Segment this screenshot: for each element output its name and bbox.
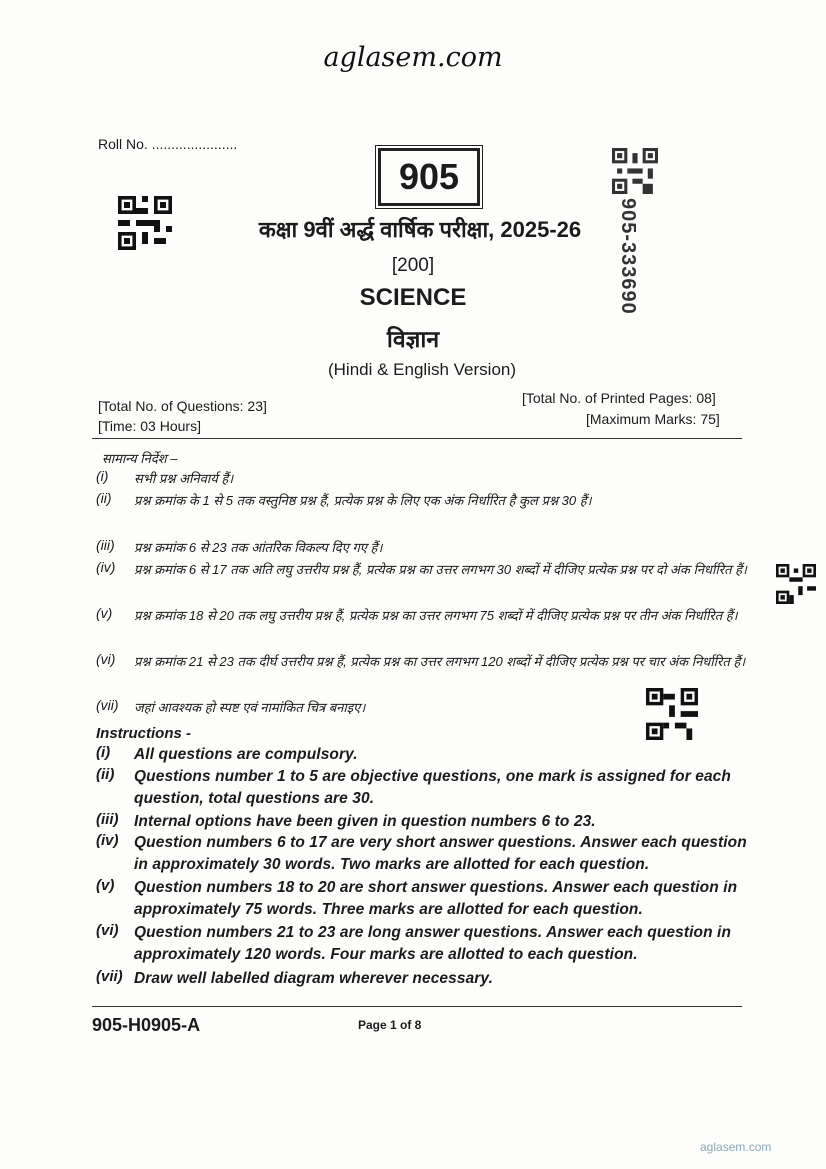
item-number: (iii) [96, 537, 115, 553]
item-number: (vii) [96, 697, 119, 713]
item-text: सभी प्रश्न अनिवार्य हैं। [134, 471, 234, 486]
qr-code-top-right-icon [612, 148, 658, 194]
item-text: Internal options have been given in question numbers 6 to 23. [134, 813, 596, 830]
item-text: जहां आवश्यक हो स्पष्ट एवं नामांकित चित्र बनाइए। [134, 700, 366, 715]
hindi-instruction-item [96, 651, 756, 673]
hindi-instruction-item [96, 468, 756, 490]
item-text: प्रश्न क्रमांक 6 से 17 तक अति लघु उत्तरीय प्रश्न हैं, प्रत्येक प्रश्न का उत्तर लगभग 30 शब्दों में दीजिए प्रत्येक प्रश्न पर दो अंक निर्धारित हैं। [134, 562, 747, 577]
vertical-serial-code: 905-333690 [617, 198, 639, 315]
hindi-instruction-item [96, 605, 756, 627]
item-text: प्रश्न क्रमांक के 1 से 5 तक वस्तुनिष्ठ प्रश्न हैं, प्रत्येक प्रश्न के लिए एक अंक निर्धारित है कुल प्रश्न 30 हैं। [134, 493, 592, 508]
subject-hindi: विज्ञान [386, 326, 440, 352]
watermark-bottom: aglasem.com [700, 1140, 772, 1154]
hindi-instructions-title: सामान्य निर्देश – [102, 451, 178, 466]
hindi-instruction-item [96, 559, 756, 581]
item-number: (iv) [96, 832, 119, 849]
time-allowed: [Time: 03 Hours] [98, 418, 201, 434]
english-instruction-item [96, 766, 756, 810]
item-number: (i) [96, 468, 109, 484]
item-number: (ii) [96, 490, 112, 506]
english-instruction-item [96, 832, 756, 876]
english-instruction-item [96, 811, 756, 833]
footer-paper-code: 905-H0905-A [92, 1015, 201, 1035]
qr-code-left-icon [118, 196, 172, 250]
header-divider [92, 438, 742, 439]
item-text: Question numbers 21 to 23 are long answer questions. Answer each question in approximately 120 words. Four marks are allotted to each question. [134, 924, 732, 963]
item-number: (v) [96, 877, 115, 894]
footer-divider [92, 1006, 742, 1007]
english-instruction-item [96, 968, 756, 990]
item-number: (v) [96, 605, 113, 621]
paper-number-box: 905 [378, 148, 480, 206]
english-instruction-item [96, 922, 756, 966]
page-number: Page 1 of 8 [358, 1018, 422, 1032]
item-number: (iii) [96, 811, 119, 828]
subject-english: SCIENCE [359, 284, 467, 311]
qr-code-middle-icon [646, 688, 698, 740]
item-text: Question numbers 18 to 20 are short answer questions. Answer each question in approximately 75 words. Three marks are allotted for each question. [134, 879, 738, 918]
printed-pages: [Total No. of Printed Pages: 08] [522, 390, 716, 406]
total-questions: [Total No. of Questions: 23] [98, 398, 267, 414]
item-text: All questions are compulsory. [134, 746, 358, 763]
item-text: Questions number 1 to 5 are objective questions, one mark is assigned for each question, total questions are 30. [134, 768, 731, 807]
item-number: (ii) [96, 766, 115, 783]
item-text: Draw well labelled diagram wherever necessary. [134, 970, 493, 987]
exam-title: कक्षा 9वीं अर्द्ध वार्षिक परीक्षा, 2025-26 [258, 217, 582, 242]
english-instructions-title: Instructions - [96, 725, 192, 742]
hindi-instruction-item [96, 490, 756, 512]
watermark-top: aglasem.com [323, 42, 503, 73]
item-text: प्रश्न क्रमांक 18 से 20 तक लघु उत्तरीय प्रश्न हैं, प्रत्येक प्रश्न का उत्तर लगभग 75 शब्दों में दीजिए प्रत्येक प्रश्न पर तीन अंक निर्धारित हैं। [134, 608, 738, 623]
version-label: (Hindi & English Version) [327, 360, 517, 379]
qr-code-side-icon [776, 564, 816, 604]
item-text: Question numbers 6 to 17 are very short answer questions. Answer each question in approximately 30 words. Two marks are allotted for each question. [134, 834, 747, 873]
english-instruction-item [96, 877, 756, 921]
item-text: प्रश्न क्रमांक 21 से 23 तक दीर्घ उत्तरीय प्रश्न हैं, प्रत्येक प्रश्न का उत्तर लगभग 120 शब्दों में दीजिए प्रत्येक प्रश्न पर चार अंक निर्धारित हैं। [134, 654, 746, 669]
max-marks: [Maximum Marks: 75] [586, 411, 720, 427]
item-number: (i) [96, 744, 111, 761]
hindi-instruction-item [96, 537, 756, 559]
item-number: (vii) [96, 968, 123, 985]
item-text: प्रश्न क्रमांक 6 से 23 तक आंतरिक विकल्प दिए गए हैं। [134, 540, 383, 555]
english-instruction-item [96, 744, 756, 766]
roll-number: Roll No. ...................... [98, 136, 238, 152]
item-number: (vi) [96, 922, 119, 939]
paper-code: [200] [391, 255, 435, 276]
hindi-instruction-item [96, 697, 636, 719]
item-number: (vi) [96, 651, 116, 667]
item-number: (iv) [96, 559, 116, 575]
